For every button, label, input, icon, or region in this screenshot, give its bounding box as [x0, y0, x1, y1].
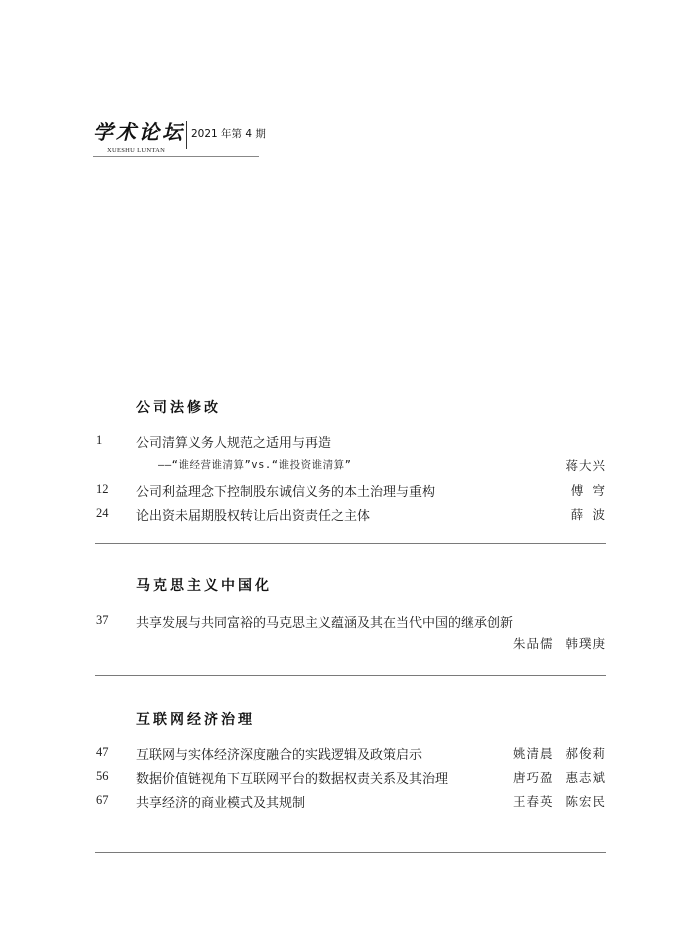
entry-page-number: 37	[96, 613, 109, 627]
masthead-divider	[186, 121, 187, 149]
entry-authors	[513, 768, 606, 786]
entry-title[interactable]: 数据价值链视角下互联网平台的数据权责关系及其治理	[136, 771, 449, 786]
author: 姚清晨	[512, 747, 554, 761]
entry-title[interactable]: 论出资未届期股权转让后出资责任之主体	[136, 508, 371, 523]
entry-authors	[571, 481, 606, 499]
author: 韩璞庚	[565, 637, 606, 651]
masthead-underline	[93, 156, 259, 157]
journal-latin-name: XUESHU LUNTAN	[107, 147, 166, 154]
author: 薛 波	[570, 508, 606, 522]
entry-page-number: 47	[96, 745, 109, 759]
entry-page-number: 12	[96, 482, 109, 496]
author: 傅 穹	[570, 484, 606, 498]
entry-title[interactable]: 公司利益理念下控制股东诚信义务的本土治理与重构	[136, 484, 436, 499]
author: 郝俊莉	[565, 747, 606, 761]
journal-logo: 学术论坛	[93, 120, 185, 144]
section-title: 公司法修改	[136, 400, 221, 416]
author: 朱品儒	[512, 637, 554, 651]
section-title: 马克思主义中国化	[136, 578, 272, 594]
entry-page-number: 24	[96, 506, 109, 520]
entry-title[interactable]: 公司清算义务人规范之适用与再造	[136, 435, 332, 450]
author: 惠志斌	[565, 771, 606, 785]
entry-page-number: 56	[96, 769, 109, 783]
entry-authors	[571, 505, 606, 523]
author: 王春英	[512, 795, 554, 809]
entry-authors	[565, 456, 606, 474]
issue-label: 2021 年第 4 期	[191, 128, 266, 140]
entry-page-number: 67	[96, 793, 109, 807]
entry-subtitle: ——“谁经营谁清算”vs.“谁投资谁清算”	[158, 459, 352, 471]
author: 唐巧盈	[512, 771, 554, 785]
author: 蒋大兴	[565, 459, 606, 473]
entry-authors	[513, 792, 606, 810]
entry-authors	[513, 634, 606, 652]
section-divider	[95, 543, 606, 544]
author: 陈宏民	[565, 795, 606, 809]
entry-title[interactable]: 互联网与实体经济深度融合的实践逻辑及政策启示	[136, 747, 423, 762]
entry-authors	[513, 744, 606, 762]
entry-title[interactable]: 共享经济的商业模式及其规制	[136, 795, 306, 810]
journal-masthead	[93, 118, 266, 158]
section-title: 互联网经济治理	[136, 712, 255, 728]
section-divider	[95, 675, 606, 676]
entry-page-number: 1	[96, 433, 103, 447]
entry-title[interactable]: 共享发展与共同富裕的马克思主义蕴涵及其在当代中国的继承创新	[136, 615, 514, 630]
section-divider	[95, 852, 606, 853]
